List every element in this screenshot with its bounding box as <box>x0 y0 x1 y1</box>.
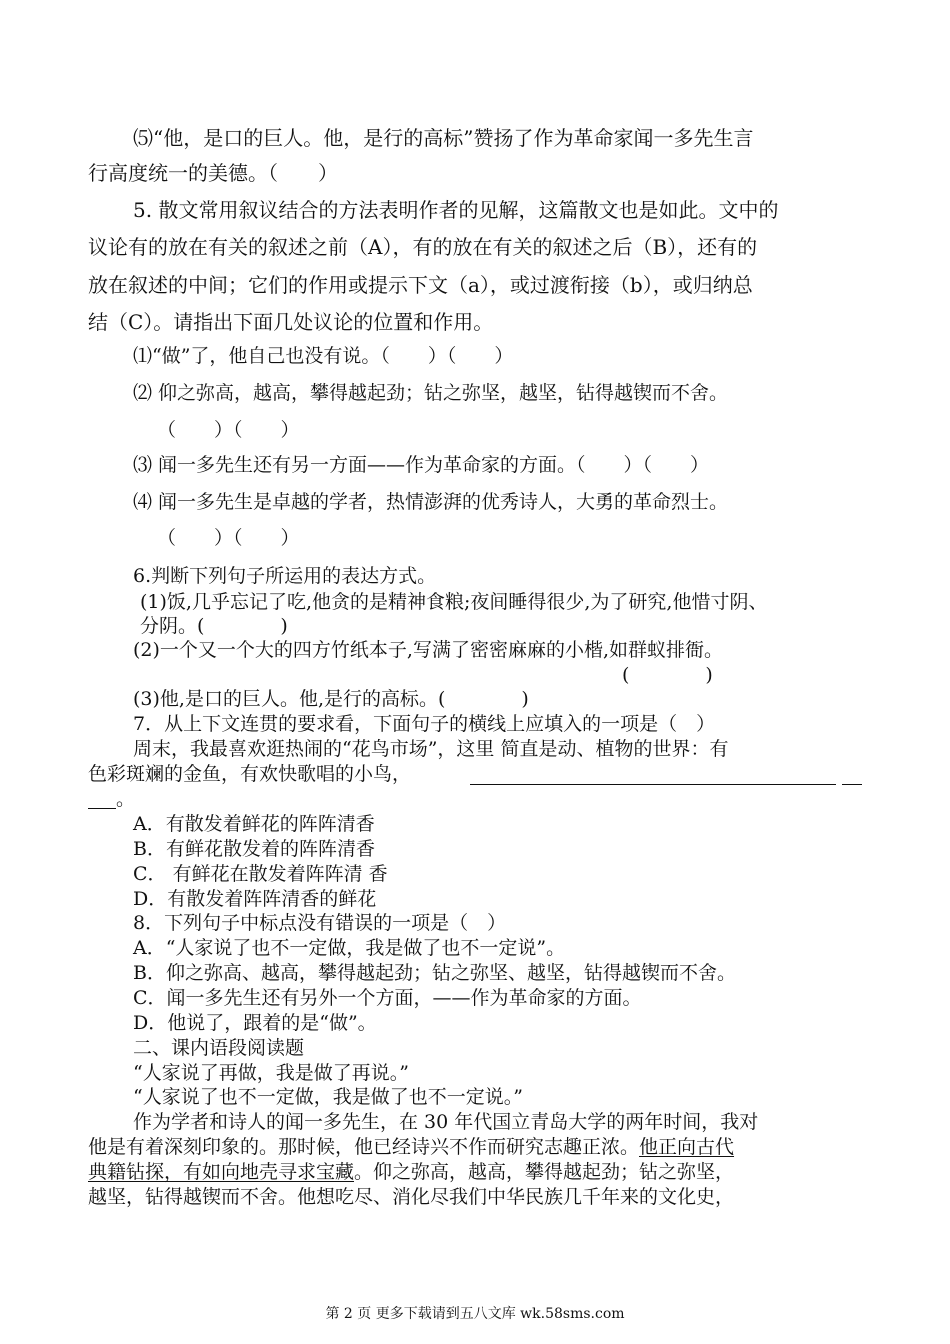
q7-answer-blank-tail <box>842 784 862 785</box>
section2-para-line1: 作为学者和诗人的闻一多先生，在 30 年代国立青岛大学的两年时间，我对 <box>133 1111 759 1133</box>
section2-para-line3-text: 。仰之弥高，越高，攀得越起劲；钻之弥坚， <box>354 1161 735 1183</box>
q5-line1: 5. 散文常用叙议结合的方法表明作者的见解，这篇散文也是如此。文中的 <box>133 198 779 222</box>
q5-line3: 放在叙述的中间；它们的作用或提示下文（a），或过渡衔接（b），或归纳总 <box>88 273 753 297</box>
q7-stem-line2: 色彩斑斓的金鱼，有欢快歌唱的小鸟， <box>88 763 412 785</box>
q4-item5-line1: ⑸“他，是口的巨人。他，是行的高标”赞扬了作为革命家闻一多先生言 <box>133 126 754 150</box>
section2-title: 二、课内语段阅读题 <box>133 1037 305 1059</box>
q6-title: 6.判断下列句子所运用的表达方式。 <box>133 565 437 587</box>
q6-item1-line1: (1)饭,几乎忘记了吃,他贪的是精神食粮;夜间睡得很少,为了研究,他惜寸阴、 <box>140 591 768 613</box>
q8-option-a: A．“人家说了也不一定做，我是做了也不一定说”。 <box>133 937 566 959</box>
section2-para-line3-underlined: 典籍钻探，有如向地壳寻求宝藏 <box>88 1161 355 1183</box>
q5-item4-blank: （ ）（ ） <box>157 527 300 549</box>
q7-stem-line1: 周末，我最喜欢逛热闹的“花鸟市场”，这里 简直是动、植物的世界：有 <box>133 738 729 760</box>
section2-para-line2 <box>88 1138 734 1157</box>
q5-item1: ⑴“做”了，他自己也没有说。（ ）（ ） <box>133 345 514 367</box>
q6-item2-line1: (2)一个又一个大的四方竹纸本子,写满了密密麻麻的小楷,如群蚁排衙。 <box>133 639 723 661</box>
q6-item3: (3)他,是口的巨人。他,是行的高标。( ) <box>133 688 529 710</box>
q6-item1-line2: 分阴。( ) <box>140 615 288 637</box>
q4-item5-line2: 行高度统一的美德。（ ） <box>88 161 338 185</box>
q7-answer-blank <box>470 784 836 785</box>
section2-para-line3 <box>88 1163 734 1182</box>
q5-item3: ⑶ 闻一多先生还有另一方面——作为革命家的方面。（ ）（ ） <box>133 454 710 476</box>
q7-option-a: A．有散发着鲜花的阵阵清香 <box>133 813 375 835</box>
q8-title: 8．下列句子中标点没有错误的一项是（ ） <box>133 912 507 934</box>
q7-option-b: B．有鲜花散发着的阵阵清香 <box>133 838 375 860</box>
page-footer: 第 2 页 更多下载请到五八文库 wk.58sms.com <box>325 1306 625 1322</box>
section2-para-line2-text: 他是有着深刻印象的。那时候，他已经诗兴不作而研究志趣正浓。 <box>88 1136 640 1158</box>
q5-item2: ⑵ 仰之弥高，越高，攀得越起劲；钻之弥坚，越坚，钻得越锲而不舍。 <box>133 382 729 404</box>
section2-quote2: “人家说了也不一定做，我是做了也不一定说。” <box>133 1086 523 1108</box>
q8-option-b: B．仰之弥高、越高，攀得越起劲；钻之弥坚、越坚，钻得越锲而不舍。 <box>133 962 736 984</box>
q8-option-c: C．闻一多先生还有另外一个方面，——作为革命家的方面。 <box>133 987 642 1009</box>
q5-item4: ⑷ 闻一多先生是卓越的学者，热情澎湃的优秀诗人，大勇的革命烈士。 <box>133 491 729 513</box>
q7-option-d: D．有散发着阵阵清香的鲜花 <box>133 888 377 910</box>
q7-answer-blank-wrap <box>88 808 116 809</box>
q5-line2: 议论有的放在有关的叙述之前（A），有的放在有关的叙述之后（B），还有的 <box>88 235 758 259</box>
section2-para-line2-underlined: 他正向古代 <box>639 1136 735 1158</box>
q7-stem-line3: 。 <box>116 788 136 810</box>
q7-option-c: C． 有鲜花在散发着阵阵清 香 <box>133 863 388 885</box>
q6-item2-blank: ( ) <box>622 664 713 686</box>
q5-line4: 结（C）。请指出下面几处议论的位置和作用。 <box>88 310 494 334</box>
q7-title: 7．从上下文连贯的要求看，下面句子的横线上应填入的一项是（ ） <box>133 713 716 735</box>
q8-option-d: D．他说了，跟着的是“做”。 <box>133 1012 377 1034</box>
section2-para-line4: 越坚，钻得越锲而不舍。他想吃尽、消化尽我们中华民族几千年来的文化史， <box>88 1186 735 1208</box>
section2-quote1: “人家说了再做，我是做了再说。” <box>133 1062 409 1084</box>
q5-item2-blank: （ ）（ ） <box>157 419 300 441</box>
